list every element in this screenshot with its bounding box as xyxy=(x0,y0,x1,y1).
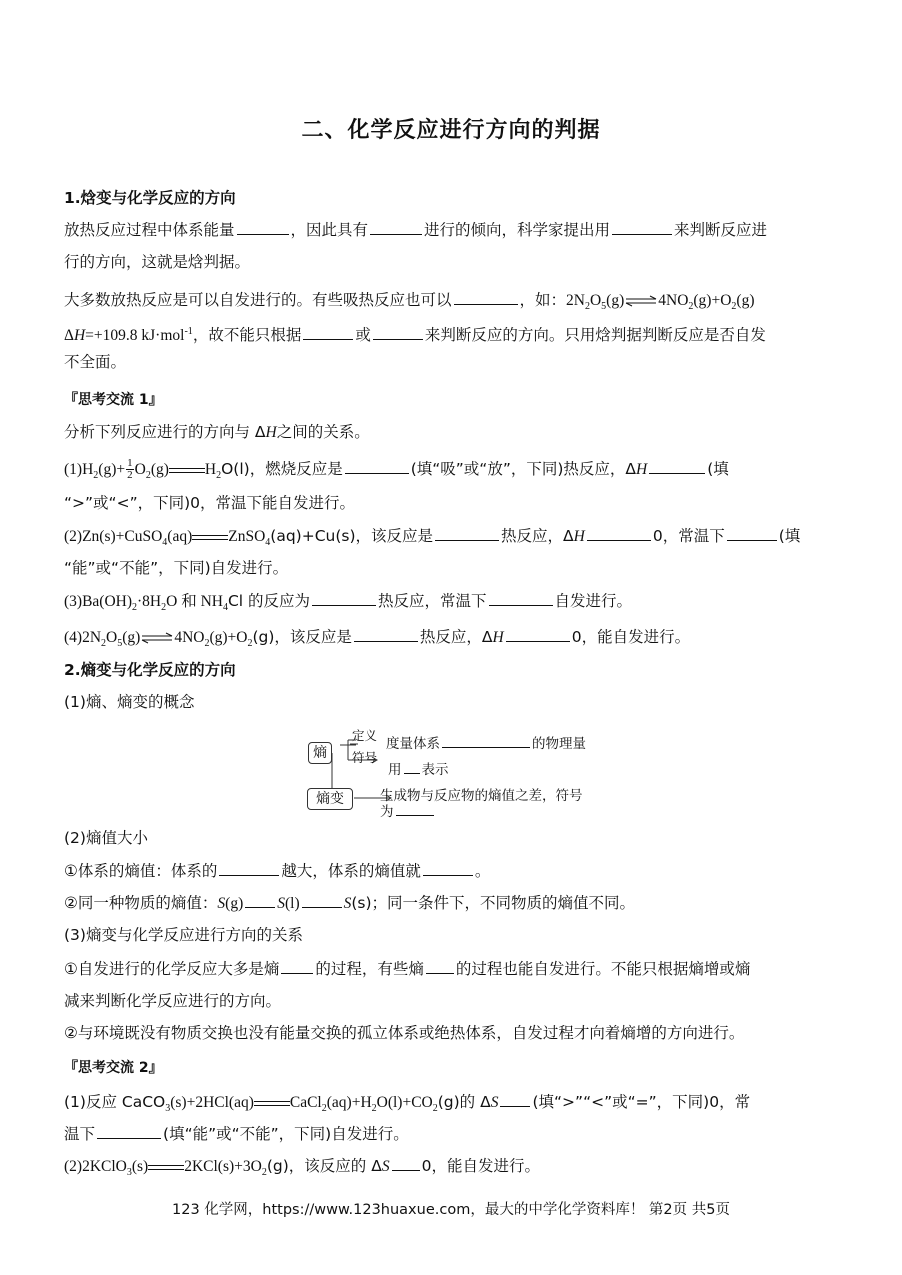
answer-blank[interactable] xyxy=(373,325,423,340)
answer-blank[interactable] xyxy=(97,1124,161,1139)
equals-sign-icon xyxy=(169,464,205,476)
text: ，故不能只根据 xyxy=(192,326,302,345)
answer-blank[interactable] xyxy=(423,861,473,876)
s1-paragraph-2 xyxy=(64,289,844,318)
subscript: 4 xyxy=(162,537,168,549)
answer-blank[interactable] xyxy=(354,627,418,642)
think-2-q1-cont xyxy=(64,1123,844,1145)
formula: ZnSO xyxy=(228,528,266,545)
subscript: 2 xyxy=(261,1167,267,1179)
formula: 4NO xyxy=(658,292,689,309)
text: (填 xyxy=(707,460,729,478)
text: ，因此具有 xyxy=(290,221,369,239)
subscript: 2 xyxy=(584,301,590,313)
page-title: 二、化学反应进行方向的判据 xyxy=(301,118,601,143)
text: 温下 xyxy=(64,1125,96,1143)
s2-rule-1 xyxy=(64,958,844,980)
subscript: 2 xyxy=(432,1103,438,1115)
text: 大多数放热反应是可以自发进行的。有些吸热反应也可以 xyxy=(64,291,452,309)
think-2-q2 xyxy=(64,1155,844,1184)
text: 为 xyxy=(380,804,394,820)
formula: (s)+2HCl(aq) xyxy=(170,1094,254,1111)
formula: O xyxy=(134,461,146,478)
s1-paragraph-1-cont: 行的方向，这就是焓判据。 xyxy=(64,253,251,271)
think-1-q2 xyxy=(64,525,844,554)
equals-sign-icon xyxy=(254,1097,290,1109)
formula: (2)Zn(s)+CuSO xyxy=(64,528,163,545)
subscript: 2 xyxy=(247,638,253,650)
text: 放热反应过程中体系能量 xyxy=(64,221,235,239)
entropy-concept-diagram xyxy=(302,726,602,826)
think-2-q1 xyxy=(64,1091,844,1120)
entropy-change-box: 熵变 xyxy=(307,788,353,810)
text: (s)；同一条件下，不同物质的熵值不同。 xyxy=(351,894,636,912)
text: 用 xyxy=(388,762,402,778)
subscript: 5 xyxy=(117,638,123,650)
formula: (aq) xyxy=(167,528,193,545)
think-1-intro xyxy=(64,421,844,444)
subscript: 2 xyxy=(132,602,138,614)
enthalpy-symbol: H xyxy=(73,327,86,345)
subscript: 2 xyxy=(371,1103,377,1115)
text: (g)，该反应的 Δ xyxy=(266,1157,382,1175)
formula: O 和 NH xyxy=(166,593,223,610)
s2-rule-1-cont: 减来判断化学反应进行的方向。 xyxy=(64,992,282,1010)
text: 分析下列反应进行的方向与 Δ xyxy=(64,423,266,441)
subscript: 2 xyxy=(731,301,737,313)
text: 进行的倾向，科学家提出用 xyxy=(424,221,611,239)
answer-blank[interactable] xyxy=(345,459,409,474)
entropy-symbol: S xyxy=(381,1158,390,1175)
s2-item-2 xyxy=(64,892,844,915)
text: 0，能自发进行。 xyxy=(421,1157,540,1175)
answer-blank[interactable] xyxy=(442,735,530,748)
answer-blank[interactable] xyxy=(392,1156,420,1171)
subscript: 2 xyxy=(216,470,222,482)
s1-paragraph-3 xyxy=(64,321,844,347)
think-1-q4 xyxy=(64,626,844,655)
answer-blank[interactable] xyxy=(281,959,313,974)
formula: (g) xyxy=(150,461,169,478)
formula: O xyxy=(106,629,118,646)
subscript: 5 xyxy=(601,301,607,313)
formula: 2KCl(s)+3O xyxy=(184,1158,262,1175)
enthalpy-symbol: H xyxy=(636,461,648,478)
s2-item-1 xyxy=(64,860,844,882)
answer-blank[interactable] xyxy=(500,1092,530,1107)
equals-sign-icon xyxy=(148,1161,184,1173)
text: (填 xyxy=(778,527,801,545)
section-2-heading: 2.熵变与化学反应的方向 xyxy=(64,661,236,679)
answer-blank[interactable] xyxy=(396,803,434,816)
formula: ，如：2N xyxy=(519,292,585,309)
entropy-box: 熵 xyxy=(308,742,332,764)
think-1-q3 xyxy=(64,590,844,619)
formula: (s) xyxy=(131,1158,149,1175)
text: ①自发进行的化学反应大多是熵 xyxy=(64,960,280,978)
symbol-text xyxy=(388,758,449,778)
text: 热反应，Δ xyxy=(501,527,574,545)
text: 之间的关系。 xyxy=(276,423,370,441)
text: (填“能”或“不能”，下同)自发进行。 xyxy=(163,1125,409,1143)
answer-blank[interactable] xyxy=(506,627,570,642)
think-1-heading: 『思考交流 1』 xyxy=(64,392,163,408)
formula: 4NO xyxy=(174,629,205,646)
enthalpy-symbol: H xyxy=(573,528,585,545)
entropy-change-text-2 xyxy=(380,800,436,820)
enthalpy-symbol: H xyxy=(265,424,277,441)
s2-rule-2: ②与环境既没有物质交换也没有能量交换的孤立体系或绝热体系，自发过程才向着熵增的方向进行。 xyxy=(64,1024,745,1042)
formula: (g)+ xyxy=(98,461,126,478)
symbol-label: 符号 xyxy=(352,750,378,765)
think-1-q1-cont: “>”或“<”，下同)0，常温下能自发进行。 xyxy=(64,494,356,512)
s2-sub-2: (2)熵值大小 xyxy=(64,829,148,847)
formula: (2)2KClO xyxy=(64,1158,127,1175)
subscript: 3 xyxy=(165,1103,171,1115)
text: Cl 的反应为 xyxy=(227,592,311,610)
delta-symbol: Δ xyxy=(64,327,74,345)
text: 度量体系 xyxy=(386,736,440,752)
subscript: 2 xyxy=(101,638,107,650)
answer-blank[interactable] xyxy=(727,526,777,541)
entropy-symbol: S xyxy=(343,895,352,912)
formula: (g)+O xyxy=(693,292,732,309)
subscript: 2 xyxy=(321,1103,327,1115)
answer-blank[interactable] xyxy=(404,761,420,774)
denominator: 2 xyxy=(127,469,133,481)
formula: CaCl xyxy=(289,1094,322,1111)
numerator: 1 xyxy=(127,457,133,469)
entropy-symbol: S xyxy=(277,895,285,912)
answer-blank[interactable] xyxy=(302,893,342,908)
text: 0，常温下 xyxy=(652,527,725,545)
fraction xyxy=(126,458,134,481)
answer-blank[interactable] xyxy=(587,526,651,541)
equals-sign-icon xyxy=(192,531,228,543)
text: 来判断反应进 xyxy=(674,221,768,239)
subscript: 2 xyxy=(204,638,210,650)
text: (aq)+Cu(s)，该反应是 xyxy=(270,527,434,545)
formula: ·8H xyxy=(137,593,162,610)
formula: (1)反应 CaCO xyxy=(64,1093,166,1111)
s2-sub-1: (1)熵、熵变的概念 xyxy=(64,693,195,711)
entropy-symbol: S xyxy=(490,1094,499,1111)
answer-blank[interactable] xyxy=(426,959,454,974)
s2-sub-3: (3)熵变与化学反应进行方向的关系 xyxy=(64,926,303,944)
enthalpy-symbol: H xyxy=(492,629,504,646)
text: 来判断反应的方向。只用焓判据判断反应是否自发 xyxy=(424,326,766,345)
formula: (1)H xyxy=(64,461,94,478)
text: 0，能自发进行。 xyxy=(571,628,691,646)
answer-blank[interactable] xyxy=(370,220,422,235)
answer-blank[interactable] xyxy=(489,591,553,606)
text: 热反应，常温下 xyxy=(378,592,487,610)
subscript: 4 xyxy=(222,602,228,614)
subscript: 2 xyxy=(161,602,167,614)
text: 的过程也能自发进行。不能只根据熵增或熵 xyxy=(455,960,751,978)
answer-blank[interactable] xyxy=(454,290,518,305)
text: 自发进行。 xyxy=(554,592,633,610)
answer-blank[interactable] xyxy=(612,220,672,235)
formula: O xyxy=(589,292,602,309)
text: (g)的 Δ xyxy=(437,1093,491,1111)
subscript: 2 xyxy=(93,470,99,482)
answer-blank[interactable] xyxy=(649,459,705,474)
reversible-arrow-icon xyxy=(140,632,174,644)
text: 表示 xyxy=(421,762,449,778)
definition-text xyxy=(386,732,586,752)
formula: (g) xyxy=(225,895,244,912)
answer-blank[interactable] xyxy=(245,893,275,908)
formula: (aq)+H xyxy=(326,1094,372,1111)
subscript: 4 xyxy=(265,537,271,549)
section-1-heading: 1.焓变与化学反应的方向 xyxy=(64,189,236,207)
text: 的过程，有些熵 xyxy=(315,960,424,978)
subscript: 3 xyxy=(126,1167,132,1179)
subscript: 2 xyxy=(688,301,694,313)
think-1-q1 xyxy=(64,458,844,487)
answer-blank[interactable] xyxy=(219,861,279,876)
formula: (g)+O xyxy=(209,629,248,646)
superscript: -1 xyxy=(184,326,193,337)
text: (g)，该反应是 xyxy=(252,628,352,646)
text: (填“>”“<”或“=”，下同)0，常 xyxy=(532,1093,751,1111)
formula: (g) xyxy=(606,292,625,309)
page-footer: 123 化学网，https://www.123huaxue.com，最大的中学化学资料库！ 第2页 共5页 xyxy=(172,1202,730,1218)
text: 越大，体系的熵值就 xyxy=(281,862,421,880)
subscript: 2 xyxy=(145,470,151,482)
definition-label: 定义 xyxy=(352,728,378,743)
formula: (g) xyxy=(122,629,141,646)
answer-blank[interactable] xyxy=(312,591,376,606)
formula: (4)2N xyxy=(64,629,102,646)
text: (填“吸”或“放”，下同)热反应，Δ xyxy=(410,460,637,478)
formula: (3)Ba(OH) xyxy=(64,593,133,610)
answer-blank[interactable] xyxy=(435,526,499,541)
text: 。 xyxy=(474,862,491,880)
text: ②同一种物质的熵值： xyxy=(64,894,218,912)
answer-blank[interactable] xyxy=(237,220,289,235)
answer-blank[interactable] xyxy=(303,325,353,340)
think-2-heading: 『思考交流 2』 xyxy=(64,1060,163,1076)
formula: H xyxy=(204,461,217,478)
text: 或 xyxy=(355,326,371,345)
text: 热反应，Δ xyxy=(419,628,493,646)
text: 的物理量 xyxy=(532,736,586,752)
formula: (l) xyxy=(284,895,300,912)
formula: =+109.8 kJ·mol xyxy=(85,327,185,345)
entropy-symbol: S xyxy=(217,895,226,912)
think-1-q2-cont: “能”或“不能”，下同)自发进行。 xyxy=(64,559,289,577)
formula: (g) xyxy=(736,292,755,309)
s1-paragraph-4: 不全面。 xyxy=(64,353,127,371)
text: ①体系的熵值：体系的 xyxy=(64,862,218,880)
reversible-arrow-icon xyxy=(624,295,658,307)
entropy-change-text: 生成物与反应物的熵值之差，符号 xyxy=(380,788,583,804)
formula: O(l)+CO xyxy=(376,1094,433,1111)
s1-paragraph-1 xyxy=(64,219,844,241)
text: O(l)，燃烧反应是 xyxy=(221,460,343,478)
